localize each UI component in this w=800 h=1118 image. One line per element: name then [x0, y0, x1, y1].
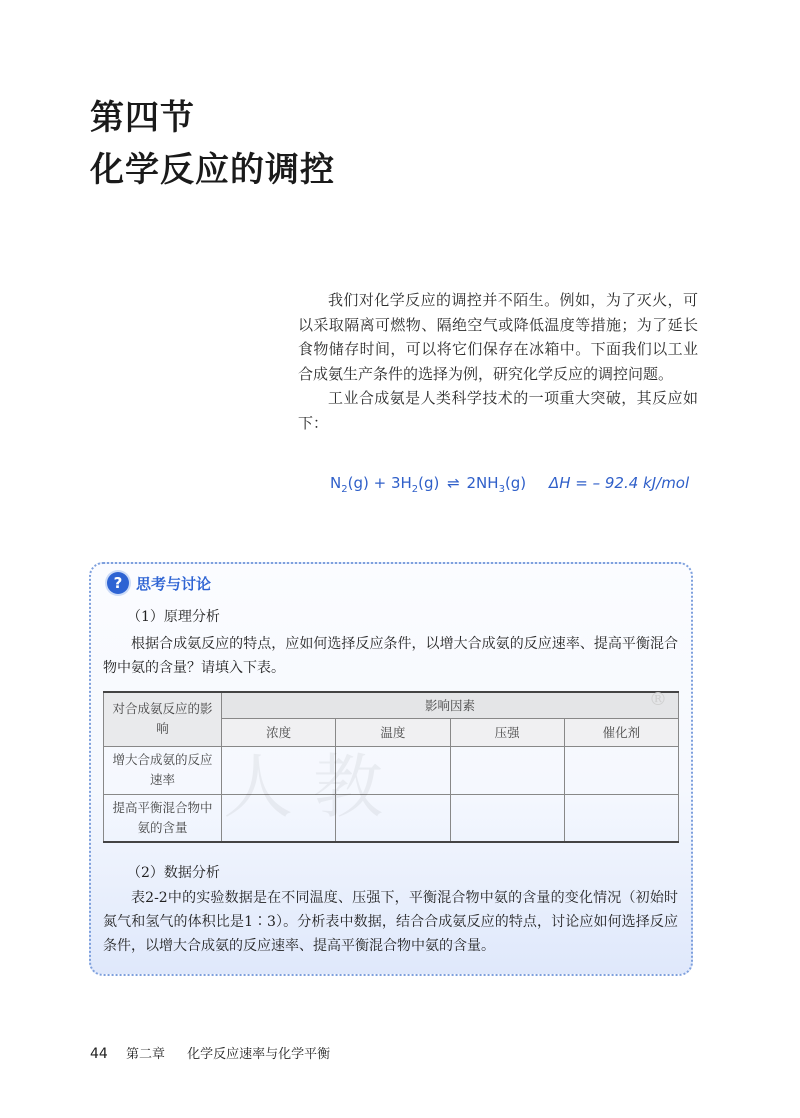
part2-heading: （2）数据分析 — [127, 865, 220, 881]
factor-group-header: 影响因素 — [222, 692, 679, 718]
section-number: 第四节 — [90, 98, 195, 138]
part1-text: 根据合成氨反应的特点，应如何选择反应条件，以增大合成氨的反应速率、提高平衡混合物中氨的含量？请填入下表。 — [103, 636, 678, 676]
factor-header-catalyst: 催化剂 — [564, 718, 678, 746]
watermark: 人教 — [223, 746, 403, 828]
factor-table — [103, 691, 679, 843]
registered-mark: ® — [649, 689, 667, 710]
table-cell — [450, 794, 564, 842]
table-cell — [336, 794, 450, 842]
table-cell — [564, 794, 678, 842]
page-number: 44 — [90, 1046, 108, 1062]
question-icon: ? — [107, 572, 129, 594]
row-header-rate: 增大合成氨的反应速率 — [104, 746, 222, 794]
discussion-box — [89, 562, 693, 976]
discussion-header — [107, 572, 211, 594]
table-cell — [336, 746, 450, 794]
factor-header-pressure: 压强 — [450, 718, 564, 746]
part1-heading: （1）原理分析 — [127, 609, 220, 625]
intro-paragraph-2: 工业合成氨是人类科学技术的一项重大突破，其反应如下： — [298, 389, 698, 432]
discussion-title: 思考与讨论 — [136, 574, 212, 593]
table-row — [104, 794, 679, 842]
part2-text: 表2-2中的实验数据是在不同温度、压强下，平衡混合物中氨的含量的变化情况（初始时氮气和氢气的体积比是1∶3）。分析表中数据，结合合成氨反应的特点，讨论应如何选择反应条件，以增大合成氨的反应速率、提高平衡混合物中氨的含量。 — [103, 890, 678, 954]
factor-header-temperature: 温度 — [336, 718, 450, 746]
table-cell — [222, 746, 336, 794]
factor-header-concentration: 浓度 — [222, 718, 336, 746]
row-header-yield: 提高平衡混合物中氨的含量 — [104, 794, 222, 842]
factor-table-wrapper — [103, 691, 679, 843]
reaction-equation: $N_2(g) + 3H_2(g)$ ⇌ $2NH_3(g) \Delta H$ = – 92.4 kJ/mol — [330, 474, 690, 495]
table-cell — [564, 746, 678, 794]
intro-paragraph-1: 我们对化学反应的调控并不陌生。例如，为了灭火，可以采取隔离可燃物、隔绝空气或降低温度等措施；为了延长食物储存时间，可以将它们保存在冰箱中。下面我们以工业合成氨生产条件的选择为例，研究化学反应的调控问题。 — [298, 291, 698, 383]
table-cell — [450, 746, 564, 794]
table-corner-cell: 对合成氨反应的影响 — [104, 692, 222, 746]
chapter-label: 第二章 — [125, 1047, 165, 1062]
table-cell — [222, 794, 336, 842]
section-title — [90, 92, 335, 196]
table-row — [104, 746, 679, 794]
section-heading: 化学反应的调控 — [90, 150, 335, 190]
equilibrium-arrow-icon: ⇌ — [447, 474, 459, 492]
page-footer — [90, 1043, 330, 1062]
chapter-title: 化学反应速率与化学平衡 — [187, 1047, 331, 1062]
intro-text — [298, 288, 698, 435]
enthalpy-change: ΔH = – 92.4 kJ/mol — [548, 474, 690, 492]
